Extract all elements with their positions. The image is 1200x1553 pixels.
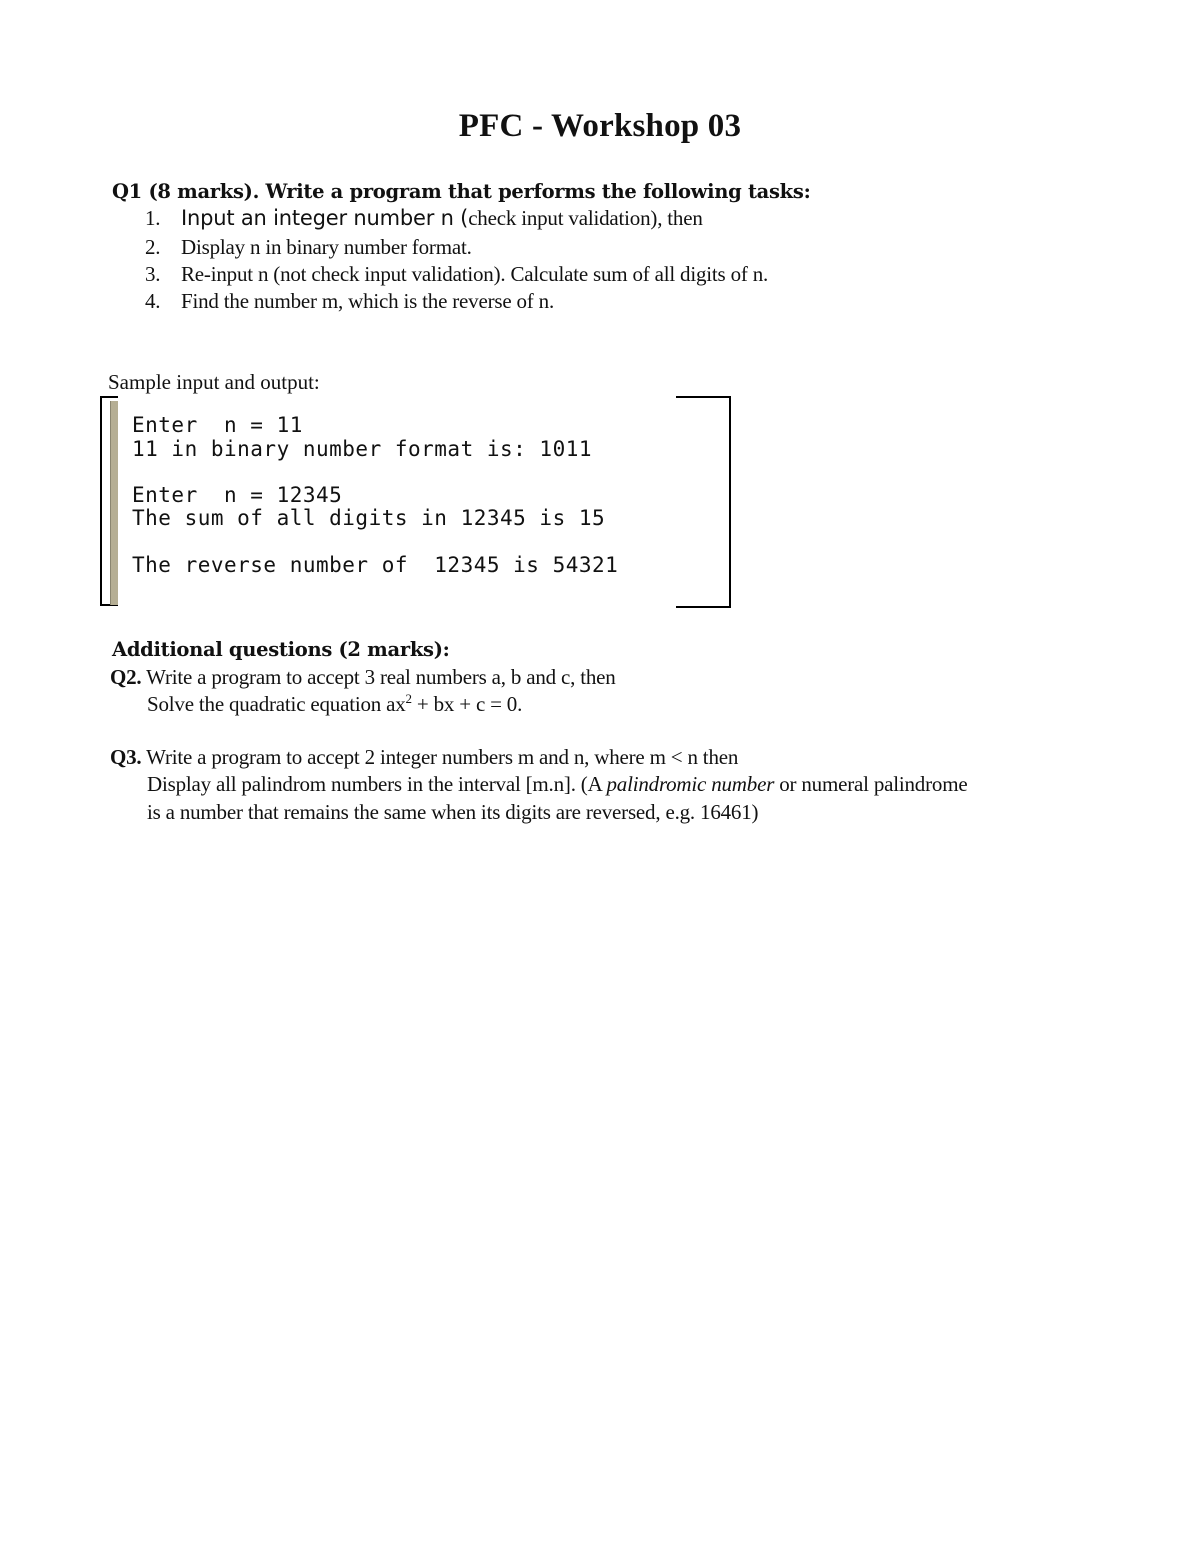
console-line: The sum of all digits in 12345 is 15 [132, 506, 606, 530]
sample-label: Sample input and output: [108, 370, 320, 394]
q2-text: Write a program to accept 3 real numbers a, b and c, then [141, 665, 616, 689]
q1-heading: Q1 (8 marks). Write a program that performs the following tasks: [112, 180, 811, 203]
console-line: 11 in binary number format is: 1011 [132, 437, 593, 461]
console-right-bracket [676, 396, 731, 608]
q2-equation-post: + bx + c = 0. [411, 692, 523, 716]
console-line: Enter n = 12345 [132, 483, 343, 507]
additional-heading: Additional questions (2 marks): [112, 638, 450, 661]
q2-line-1 [110, 665, 616, 690]
q2-label: Q2. [110, 665, 142, 689]
task-number: 3. [145, 262, 161, 286]
task-number: 1. [145, 206, 161, 230]
console-left-bar [110, 401, 118, 605]
q3-text-pre: Display all palindrom numbers in the interval [m.n]. (A [147, 772, 607, 796]
task-item-3 [145, 262, 768, 287]
task-number: 2. [145, 235, 161, 259]
q2-equation-pre: Solve the quadratic equation ax [147, 692, 406, 716]
q2-equation-exponent: 2 [405, 691, 412, 706]
task-text: Find the number m, which is the reverse of n. [181, 289, 554, 313]
console-line: Enter n = 11 [132, 413, 303, 437]
page-title: PFC - Workshop 03 [458, 108, 742, 144]
q3-line-2 [147, 772, 967, 797]
q2-line-2 [147, 692, 522, 717]
task-number: 4. [145, 289, 161, 313]
task-item-1 [145, 206, 703, 231]
task-text: check input validation), then [468, 206, 703, 230]
task-lead-text: Input an integer number n ( [181, 206, 469, 230]
q3-line-3: is a number that remains the same when its digits are reversed, e.g. 16461) [147, 800, 759, 824]
task-text: Display n in binary number format. [181, 235, 472, 259]
q3-text: Write a program to accept 2 integer numbers m and n, where m < n then [141, 745, 739, 769]
task-text: Re-input n (not check input validation). Calculate sum of all digits of n. [181, 262, 769, 286]
task-item-4 [145, 289, 554, 314]
task-item-2 [145, 235, 472, 260]
q3-label: Q3. [110, 745, 142, 769]
q3-text-post: or numeral palindrome [774, 772, 968, 796]
q3-italic-term: palindromic number [606, 772, 775, 796]
q3-line-1 [110, 745, 738, 770]
console-line: The reverse number of 12345 is 54321 [132, 553, 619, 577]
